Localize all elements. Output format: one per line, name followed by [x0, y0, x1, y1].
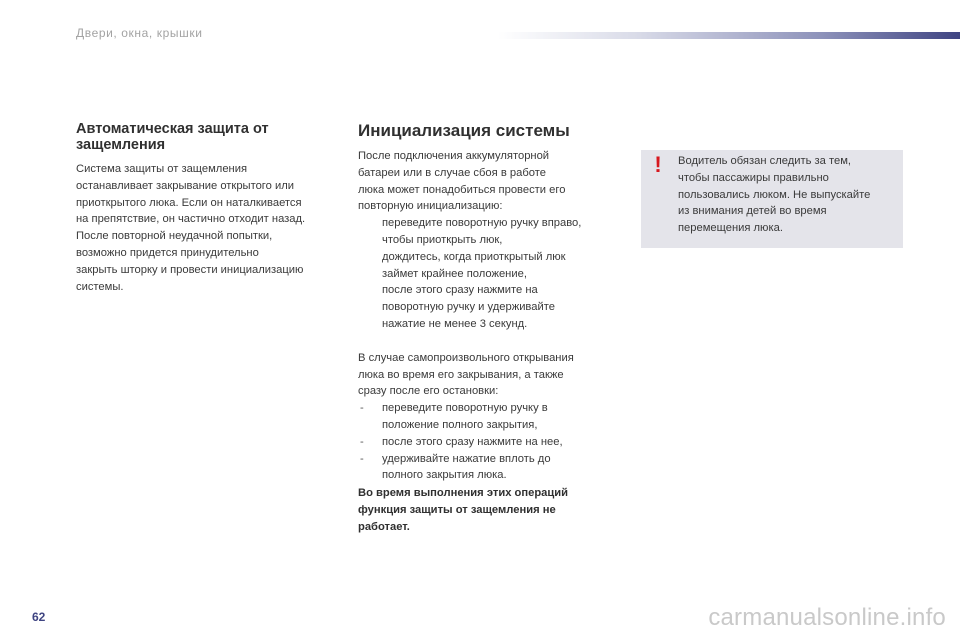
anti-pinch-line: закрыть шторку и провести инициализацию	[76, 263, 304, 276]
anti-pinch-title-line-2: защемления	[76, 137, 166, 153]
anti-pinch-line: системы.	[76, 280, 124, 293]
intro-line: повторную инициализацию:	[358, 200, 503, 213]
exclamation-icon: !	[654, 152, 662, 177]
initialization-section	[358, 121, 620, 536]
anti-pinch-line: на препятствие, он частично отходит назад.	[76, 213, 306, 226]
note-line: Во время выполнения этих операций	[358, 487, 569, 500]
list-item	[358, 215, 620, 249]
list-item	[358, 451, 620, 485]
dash-bullet: -	[360, 452, 364, 465]
step-line: положение полного закрытия,	[382, 418, 538, 431]
anti-pinch-title	[76, 121, 338, 153]
step-line: нажатие не менее 3 секунд.	[382, 317, 528, 330]
step-line: дождитесь, когда приоткрытый люк	[382, 250, 566, 263]
dash-bullet: -	[360, 435, 364, 448]
note-line: функция защиты от защемления не	[358, 503, 556, 516]
anti-pinch-paragraph	[76, 161, 338, 295]
warning-line: из внимания детей во время	[678, 205, 827, 218]
initialization-title: Инициализация системы	[358, 121, 570, 140]
step-line: чтобы приоткрыть люк,	[382, 233, 503, 246]
step-line: после этого сразу нажмите на нее,	[382, 435, 563, 448]
intro-line: батареи или в случае сбоя в работе	[358, 166, 546, 179]
anti-pinch-line: возможно придется принудительно	[76, 246, 259, 259]
dash-bullet: -	[360, 402, 364, 415]
list-item	[358, 249, 620, 283]
list-item	[358, 400, 620, 434]
spontaneous-opening-steps	[358, 400, 620, 484]
initialization-steps	[358, 215, 620, 333]
list-item	[358, 434, 620, 451]
anti-pinch-title-line-1: Автоматическая защита от	[76, 121, 269, 137]
warning-line: Водитель обязан следить за тем,	[678, 155, 852, 167]
intro-line: люка во время его закрывания, а также	[358, 368, 564, 381]
anti-pinch-disabled-note	[358, 485, 620, 535]
warning-line: чтобы пассажиры правильно	[678, 171, 829, 184]
warning-text	[678, 153, 898, 237]
warning-line: пользовались люком. Не выпускайте	[678, 188, 871, 201]
step-line: переведите поворотную ручку вправо,	[382, 217, 582, 230]
watermark: carmanualsonline.info	[708, 604, 946, 631]
intro-line: сразу после его остановки:	[358, 385, 499, 398]
warning-line: перемещения люка.	[678, 222, 783, 235]
step-line: после этого сразу нажмите на	[382, 284, 538, 297]
step-line: поворотную ручку и удерживайте	[382, 301, 555, 314]
step-line: переведите поворотную ручку в	[382, 402, 548, 415]
anti-pinch-line: После повторной неудачной попытки,	[76, 230, 273, 243]
header-decorative-bar	[498, 32, 960, 39]
anti-pinch-line: приоткрытого люка. Если он наталкивается	[76, 196, 302, 209]
list-item	[358, 282, 620, 332]
spontaneous-opening-intro	[358, 350, 620, 400]
step-line: займет крайнее положение,	[382, 267, 527, 280]
step-line: удерживайте нажатие вплоть до	[382, 452, 551, 465]
intro-line: В случае самопроизвольного открывания	[358, 351, 574, 364]
page-number: 62	[32, 610, 46, 624]
spacer	[358, 333, 620, 350]
intro-line: люка может понадобиться провести его	[358, 183, 566, 196]
anti-pinch-section	[76, 121, 338, 295]
initialization-intro	[358, 148, 620, 215]
anti-pinch-line: останавливает закрывание открытого или	[76, 179, 294, 192]
step-line: полного закрытия люка.	[382, 469, 507, 482]
intro-line: После подключения аккумуляторной	[358, 150, 550, 162]
anti-pinch-line: Система защиты от защемления	[76, 163, 248, 175]
note-line: работает.	[358, 520, 410, 533]
section-header-title: Двери, окна, крышки	[76, 26, 203, 40]
